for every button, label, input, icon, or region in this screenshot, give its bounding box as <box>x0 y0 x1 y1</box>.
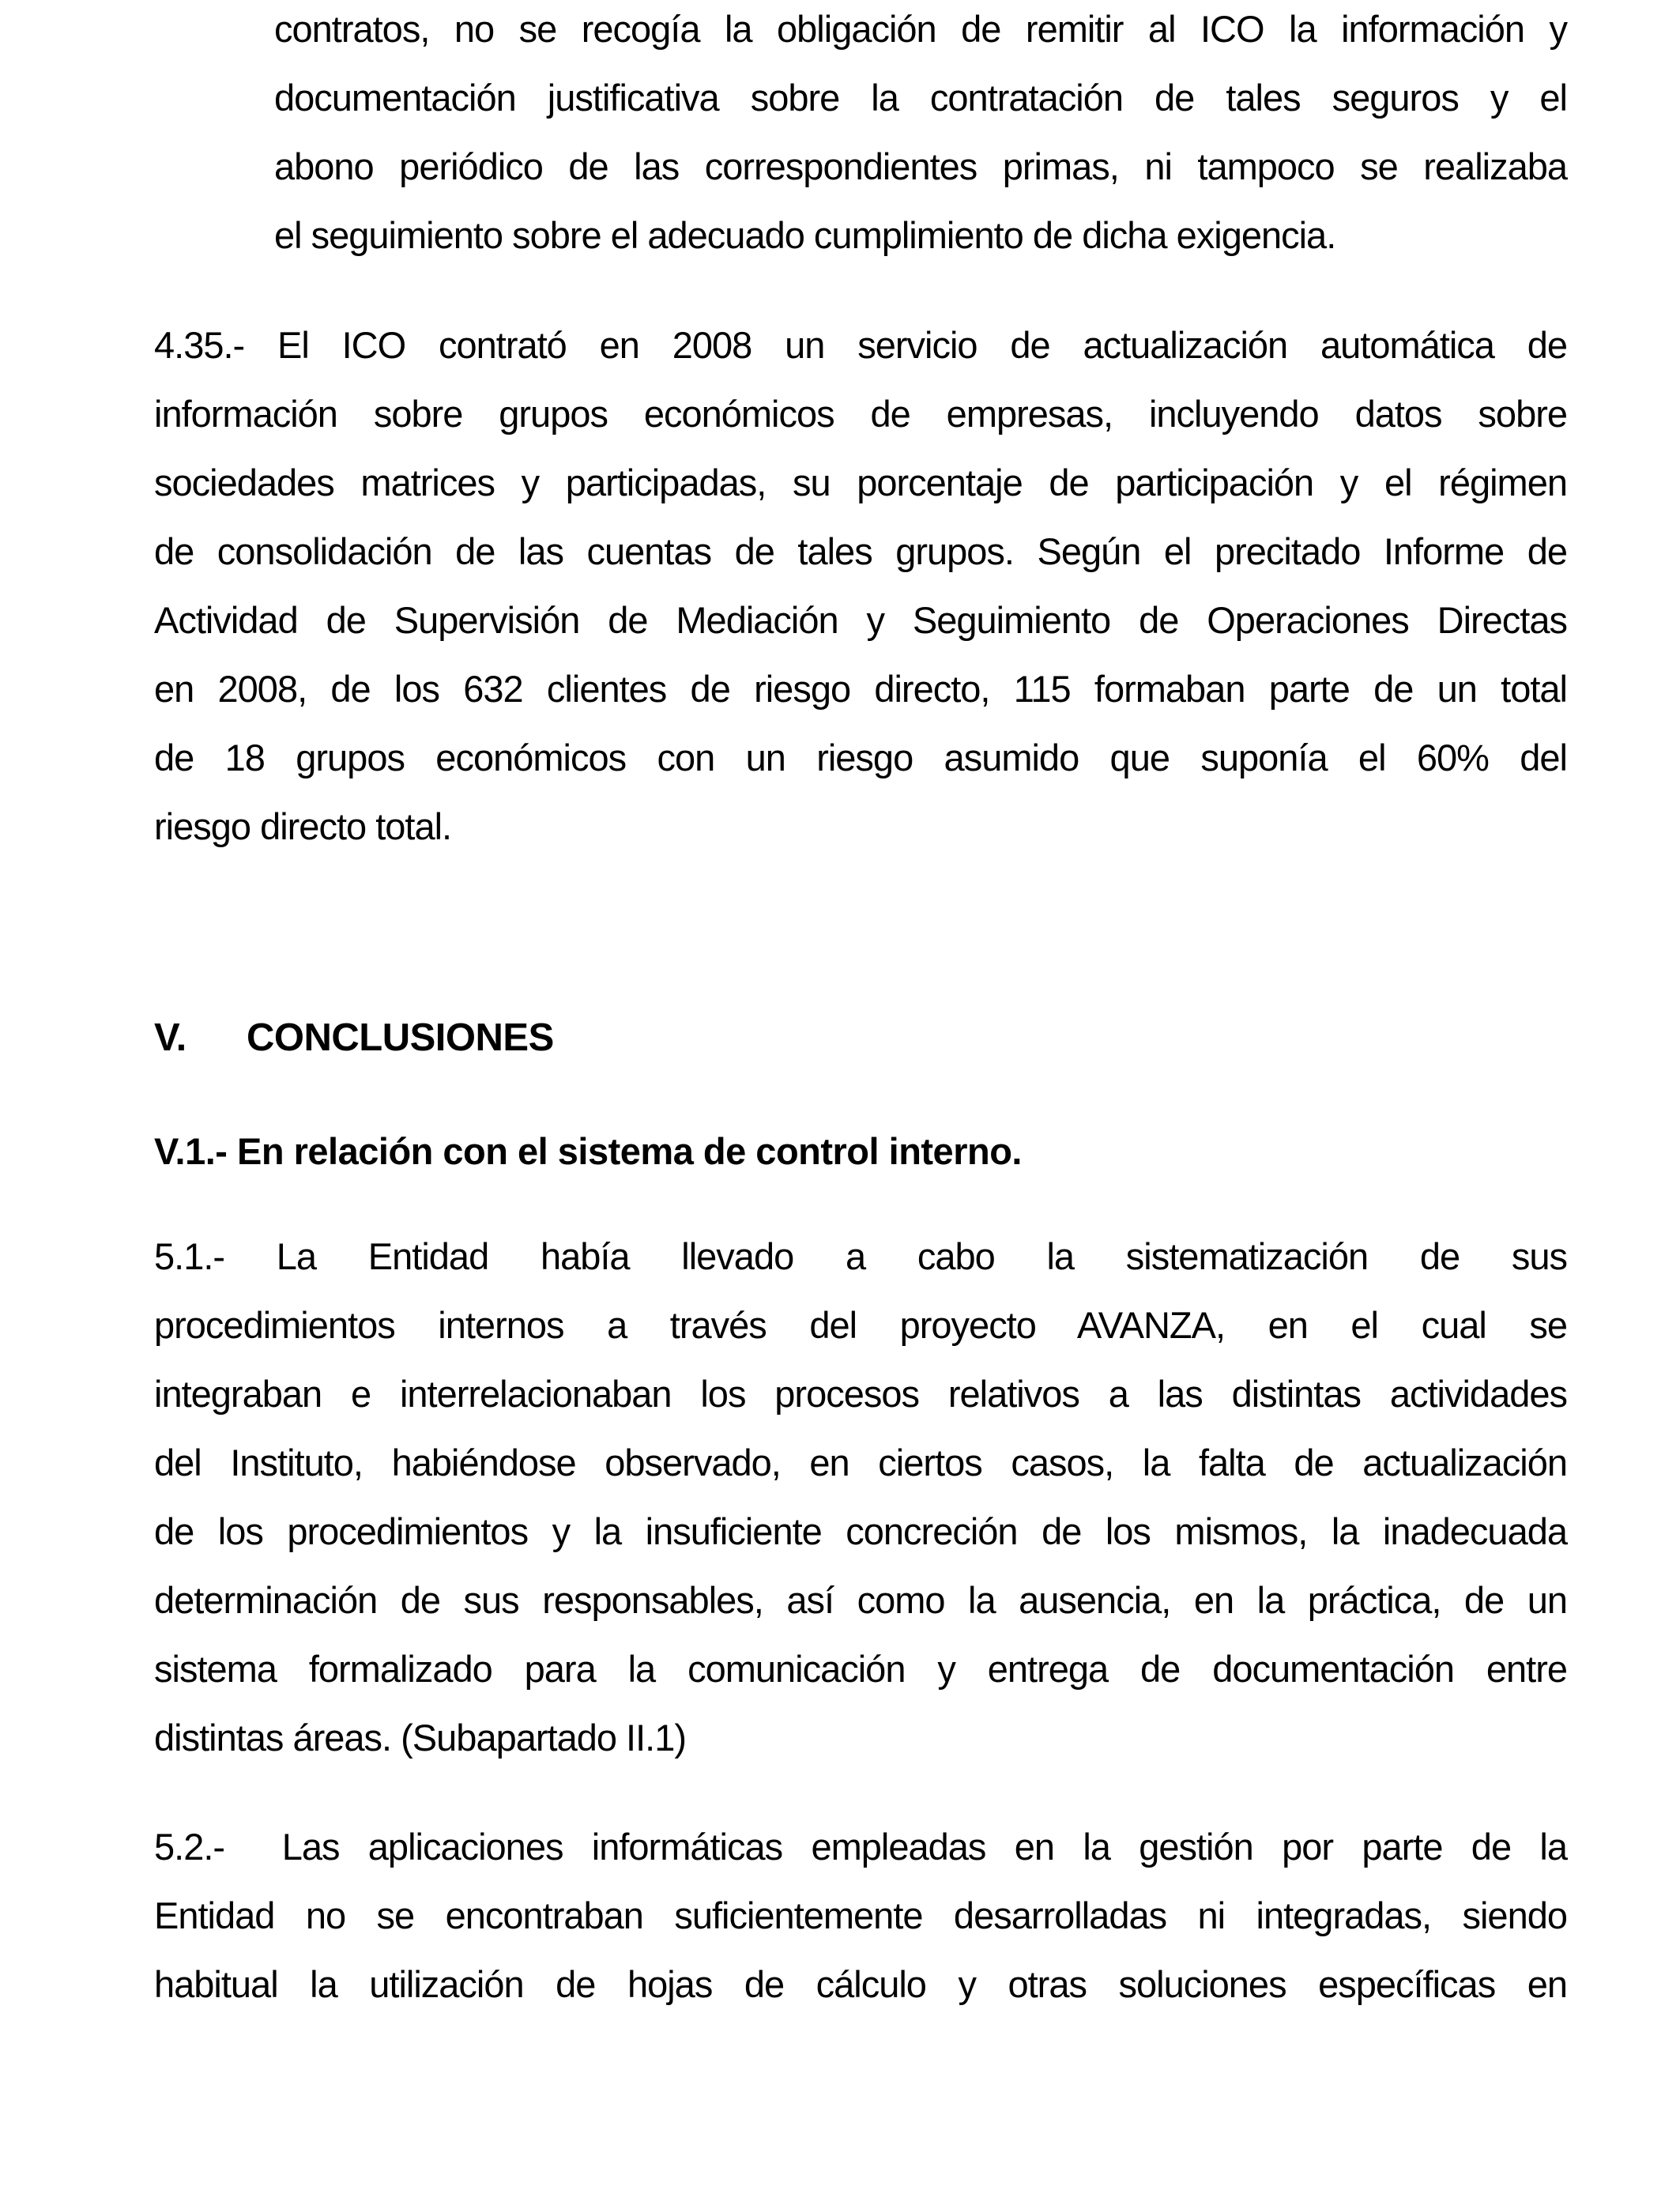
text-line: sociedades matrices y participadas, su porcentaje de participación y el régimen <box>154 462 1567 503</box>
text-line: del Instituto, habiéndose observado, en ciertos casos, la falta de actualización <box>154 1442 1567 1483</box>
text-line: distintas áreas. (Subapartado II.1) <box>154 1717 687 1759</box>
text-column <box>154 0 1567 2019</box>
section-heading-conclusiones <box>154 1004 1567 1072</box>
text-line: Actividad de Supervisión de Mediación y Seguimiento de Operaciones Directas <box>154 599 1567 641</box>
paragraph-4-35 <box>154 311 1567 861</box>
text-line: habitual la utilización de hojas de cálculo y otras soluciones específicas en <box>154 1963 1567 2005</box>
text-line: sistema formalizado para la comunicación y entrega de documentación entre <box>154 1648 1567 1690</box>
section-heading-title: CONCLUSIONES <box>247 1016 554 1059</box>
text-line: 5.2.- Las aplicaciones informáticas empleadas en la gestión por parte de la <box>154 1826 1567 1868</box>
text-line: información sobre grupos económicos de empresas, incluyendo datos sobre <box>154 393 1567 435</box>
subsection-heading-v1: V.1.- En relación con el sistema de control interno. <box>154 1130 1022 1172</box>
text-line: el seguimiento sobre el adecuado cumplimiento de dicha exigencia. <box>274 214 1336 256</box>
text-line: de los procedimientos y la insuficiente concreción de los mismos, la inadecuada <box>154 1510 1567 1552</box>
text-line: riesgo directo total. <box>154 805 452 847</box>
text-line: de 18 grupos económicos con un riesgo asumido que suponía el 60% del <box>154 737 1567 778</box>
section-heading-number: V. <box>154 1016 186 1059</box>
text-line: Entidad no se encontraban suficientemente desarrolladas ni integradas, siendo <box>154 1894 1567 1936</box>
text-line: en 2008, de los 632 clientes de riesgo directo, 115 formaban parte de un total <box>154 668 1567 710</box>
text-line: documentación justificativa sobre la contratación de tales seguros y el <box>274 77 1567 119</box>
text-line: integraban e interrelacionaban los procesos relativos a las distintas actividades <box>154 1373 1567 1415</box>
continuation-paragraph <box>274 0 1567 270</box>
text-line: 4.35.- El ICO contrató en 2008 un servicio de actualización automática de <box>154 324 1567 366</box>
text-line: abono periódico de las correspondientes primas, ni tampoco se realizaba <box>274 145 1567 187</box>
paragraph-5-1 <box>154 1222 1567 1772</box>
text-line: procedimientos internos a través del proyecto AVANZA, en el cual se <box>154 1304 1567 1346</box>
text-line: de consolidación de las cuentas de tales grupos. Según el precitado Informe de <box>154 530 1567 572</box>
text-line: 5.1.- La Entidad había llevado a cabo la sistematización de sus <box>154 1235 1567 1277</box>
text-line: determinación de sus responsables, así como la ausencia, en la práctica, de un <box>154 1579 1567 1621</box>
text-line: contratos, no se recogía la obligación de remitir al ICO la información y <box>274 8 1567 50</box>
paragraph-5-2 <box>154 1812 1567 2019</box>
